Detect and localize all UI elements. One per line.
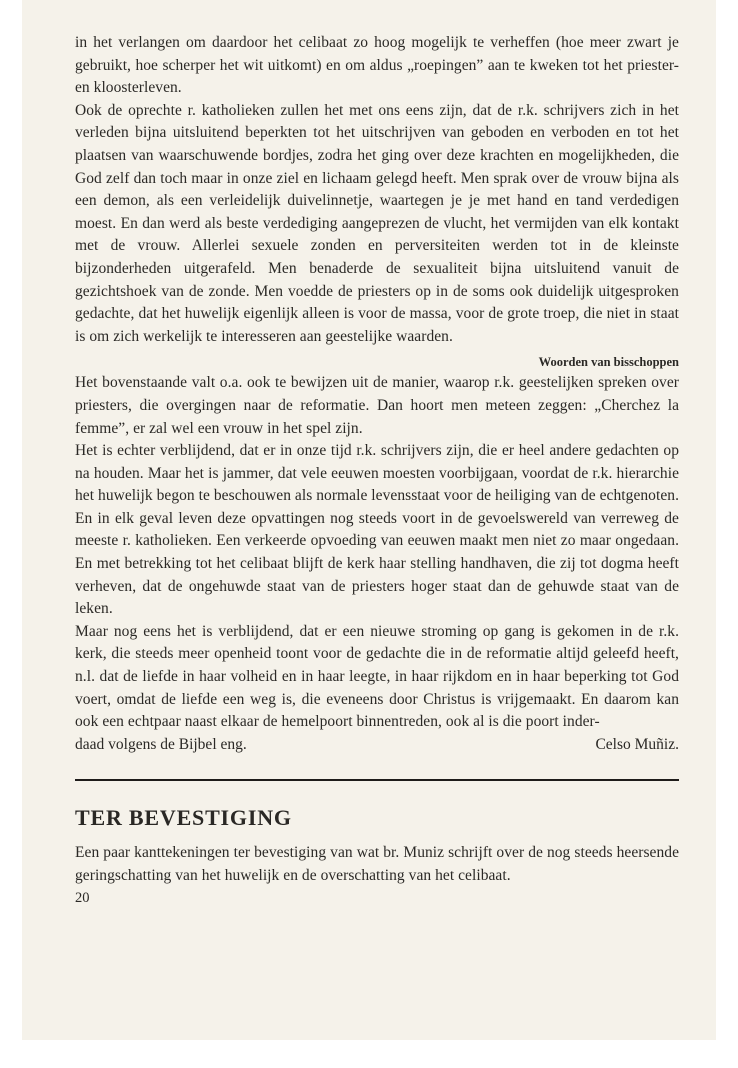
section-intro: Een paar kanttekeningen ter bevestiging van wat br. Muniz schrijft over de nog steeds heersende geringschatting van het huwelijk en de overschatting van het celibaat. [75,844,679,884]
section-heading: TER BEVESTIGING [75,805,292,831]
body-paragraph-4: Het is echter verblijdend, dat er in onze tijd r.k. schrijvers zijn, die er heel andere gedachten op na houden. Maar het is jammer, dat vele eeuwen moesten voorbijgaan, voordat de r.k. hierarchie het huwelijk begon te beschouwen als normale levensstaat voor de heiliging van de echtgenoten. En in elk geval leven deze opvattingen nog steeds voort in de gevoelswereld van verreweg de meeste r. katholieken. Een verkeerde opvoeding van eeuwen maakt men niet zo maar ongedaan. En met betrekking tot het celibaat blijft de kerk haar stelling handhaven, die zij tot dogma heeft verheven, dat de ongehuwde staat van de priesters hoger staat dan de gehuwde staat van de leken. [75,442,679,618]
body-paragraph-2: Ook de oprechte r. katholieken zullen het met ons eens zijn, dat de r.k. schrijvers zich in het verleden bijna uitsluitend beperkten tot het uitschrijven van geboden en verboden en tot het plaatsen van waarschuwende bordjes, zodra het ging over deze krachten en mogelijkheden, die God zelf dan toch maar in onze ziel en lichaam gelegd heeft. Men sprak over de vrouw bijna als een demon, als een verleidelijk duivelinnetje, waartegen je je met hand en tand verdedigen moest. En dan werd als beste verdediging aangeprezen de vlucht, het vermijden van elk kontakt met de vrouw. Allerlei sexuele zonden en perversiteiten werden tot in de kleinste bijzonderheden uitgerafeld. Men benaderde de sexualiteit bijna uitsluitend vanuit de gezichtshoek van de zonde. Men voedde de priesters op in de soms ook duidelijk uitgesproken gedachte, dat het huwelijk eigenlijk alleen is voor de massa, voor de grote troep, die niet in staat is om zich werkelijk te interesseren aan geestelijke waarden. [75,101,679,345]
body-paragraph-1: in het verlangen om daardoor het celibaat zo hoog mogelijk te verheffen (hoe meer zwart je gebruikt, hoe scherper het wit uitkomt) en om aldus „roepingen” aan te kweken tot het priester- en kloosterleven. [75,34,679,97]
page-content [75,32,679,908]
body-paragraph-5: Maar nog eens het is verblijdend, dat er een nieuwe stroming op gang is gekomen in de r.k. kerk, die steeds meer openheid toont voor de gedachte die in de reformatie altijd geleefd heeft, n.l. dat de liefde in haar volheid en in haar leegte, in haar rijkdom en in haar beperking tot God voert, omdat de liefde een weg is, die eveneens door Christus is vrijgemaakt. En daarom kan ook een echtpaar naast elkaar de hemelpoort binnentreden, ook al is die poort inder- [75,622,679,731]
section-divider [75,779,679,781]
author-signature: Celso Muñiz. [595,735,679,753]
subheading: Woorden van bisschoppen [538,355,679,370]
closing-text: daad volgens de Bijbel eng. [75,735,247,753]
body-paragraph-3: Het bovenstaande valt o.a. ook te bewijzen uit de manier, waarop r.k. geestelijken spreken over priesters, die overgingen naar de reformatie. Dan hoort men meteen zeggen: „Cherchez la femme”, er zal wel een vrouw in het spel zijn. [75,374,679,437]
page-number: 20 [75,889,90,906]
document-page [22,0,716,1040]
paragraph-closing-line [75,734,679,757]
